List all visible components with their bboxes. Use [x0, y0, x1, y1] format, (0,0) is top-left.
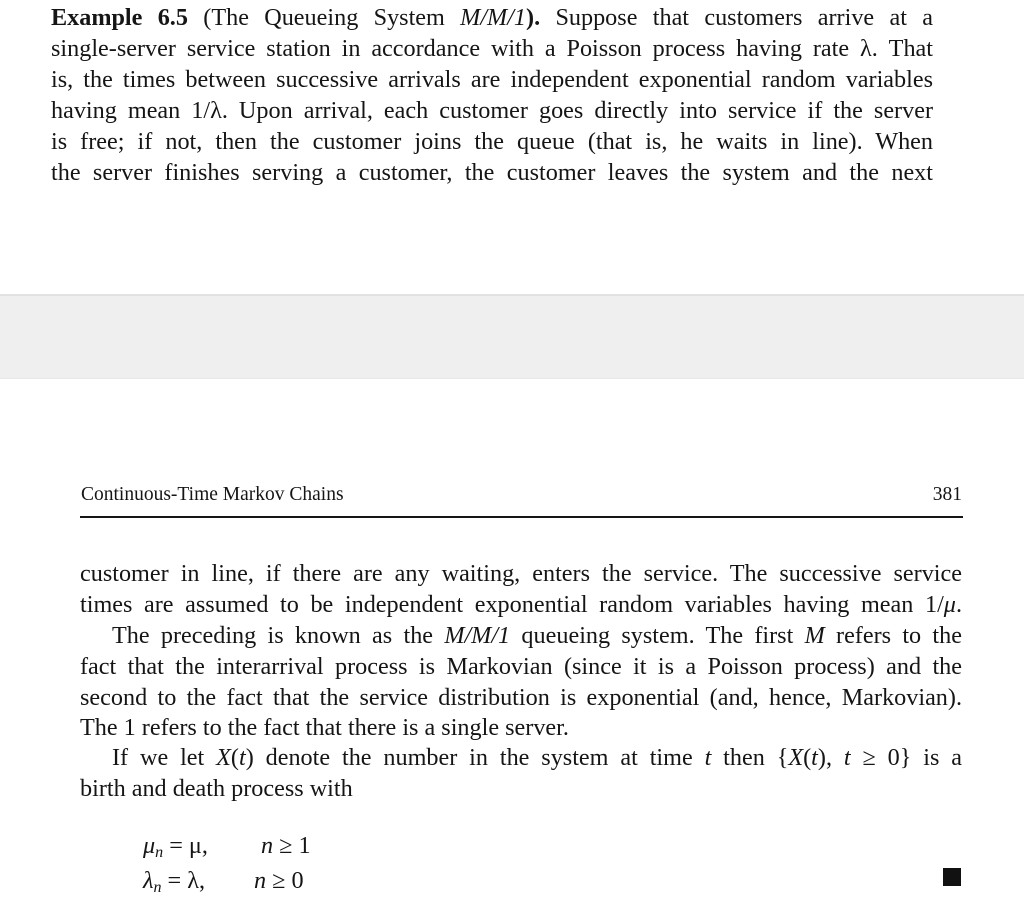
body-text-line: customer in line, if there are any waiting, enters the service. The successive service [80, 560, 962, 587]
example-line1-rest: Suppose that customers arrive at a [555, 4, 933, 31]
math-var: t [811, 744, 818, 771]
model-notation: M/M/1 [444, 622, 511, 649]
body-text-line: second to the fact that the service distribution is exponential (and, hence, Markovian). [80, 684, 962, 711]
eq-cond-var: n [261, 832, 274, 859]
header-rule [80, 516, 963, 518]
chapter-title: Continuous-Time Markov Chains [81, 484, 344, 505]
body-text-line: fact that the interarrival process is Markovian (since it is a Poisson process) and the [80, 653, 962, 680]
equation-mu-n-condition [261, 834, 311, 858]
eq-lhs-symbol: μ [143, 832, 156, 859]
body-text-segment: times are assumed to be independent exponential random variables having mean 1/ [80, 591, 944, 618]
body-text-segment: ≥ 0} is a [850, 744, 962, 771]
eq-cond-var: n [254, 867, 267, 894]
equation-lambda-n [143, 869, 205, 896]
body-text-line [112, 746, 962, 770]
top-text-line: single-server service station in accordance with a Poisson process having rate λ. That [51, 35, 933, 62]
equation-lambda-n-condition [254, 869, 304, 893]
top-text-line: the server finishes serving a customer, the customer leaves the system and the next [51, 159, 933, 186]
equation-mu-n [143, 834, 208, 861]
top-text-line: is free; if not, then the customer joins the queue (that is, he waits in line). When [51, 128, 933, 155]
page-number: 381 [932, 484, 962, 505]
math-var: t [704, 744, 712, 771]
body-text-segment: The preceding is known as the [112, 622, 445, 649]
body-text-segment: ) denote the number in the system at time [245, 744, 705, 771]
body-text-line [80, 593, 962, 617]
body-text-line: birth and death process with [80, 775, 353, 802]
example-label: Example 6.5 [51, 4, 188, 31]
math-var: t [238, 744, 246, 771]
eq-lhs-symbol: λ [143, 867, 154, 894]
math-var: X [788, 744, 804, 771]
example-title-model: M/M/1 [460, 4, 527, 31]
body-text-segment: refers to the [824, 622, 962, 649]
end-of-example-square [943, 868, 961, 886]
body-text-line [112, 624, 962, 648]
math-var: t [843, 744, 851, 771]
mu-symbol: μ [943, 591, 956, 618]
body-text-segment: ), [817, 744, 844, 771]
example-title-close: ). [526, 4, 541, 31]
body-text-line: The 1 refers to the fact that there is a single server. [80, 714, 569, 741]
body-text-segment: If we let [112, 744, 217, 771]
body-text-segment: then { [711, 744, 789, 771]
eq-lhs-subscript: n [153, 879, 162, 896]
example-title-open: (The Queueing System [203, 4, 461, 31]
eq-cond-rest: ≥ 0 [266, 867, 304, 894]
eq-lhs-subscript: n [155, 844, 164, 861]
body-text-segment: queueing system. The first [510, 622, 805, 649]
body-text-segment: ( [230, 744, 239, 771]
running-header [80, 484, 962, 512]
eq-cond-rest: ≥ 1 [273, 832, 311, 859]
body-text-segment: ( [803, 744, 812, 771]
top-text-line: having mean 1/λ. Upon arrival, each customer goes directly into service if the server [51, 97, 933, 124]
eq-rhs: = λ, [161, 867, 205, 894]
math-var: X [216, 744, 231, 771]
page-separator [0, 294, 1024, 379]
model-letter: M [804, 622, 825, 649]
example-heading-line [51, 6, 933, 30]
body-text-segment: . [955, 591, 962, 618]
top-text-line: is, the times between successive arrivals are independent exponential random variables [51, 66, 933, 93]
eq-rhs: = μ, [163, 832, 208, 859]
